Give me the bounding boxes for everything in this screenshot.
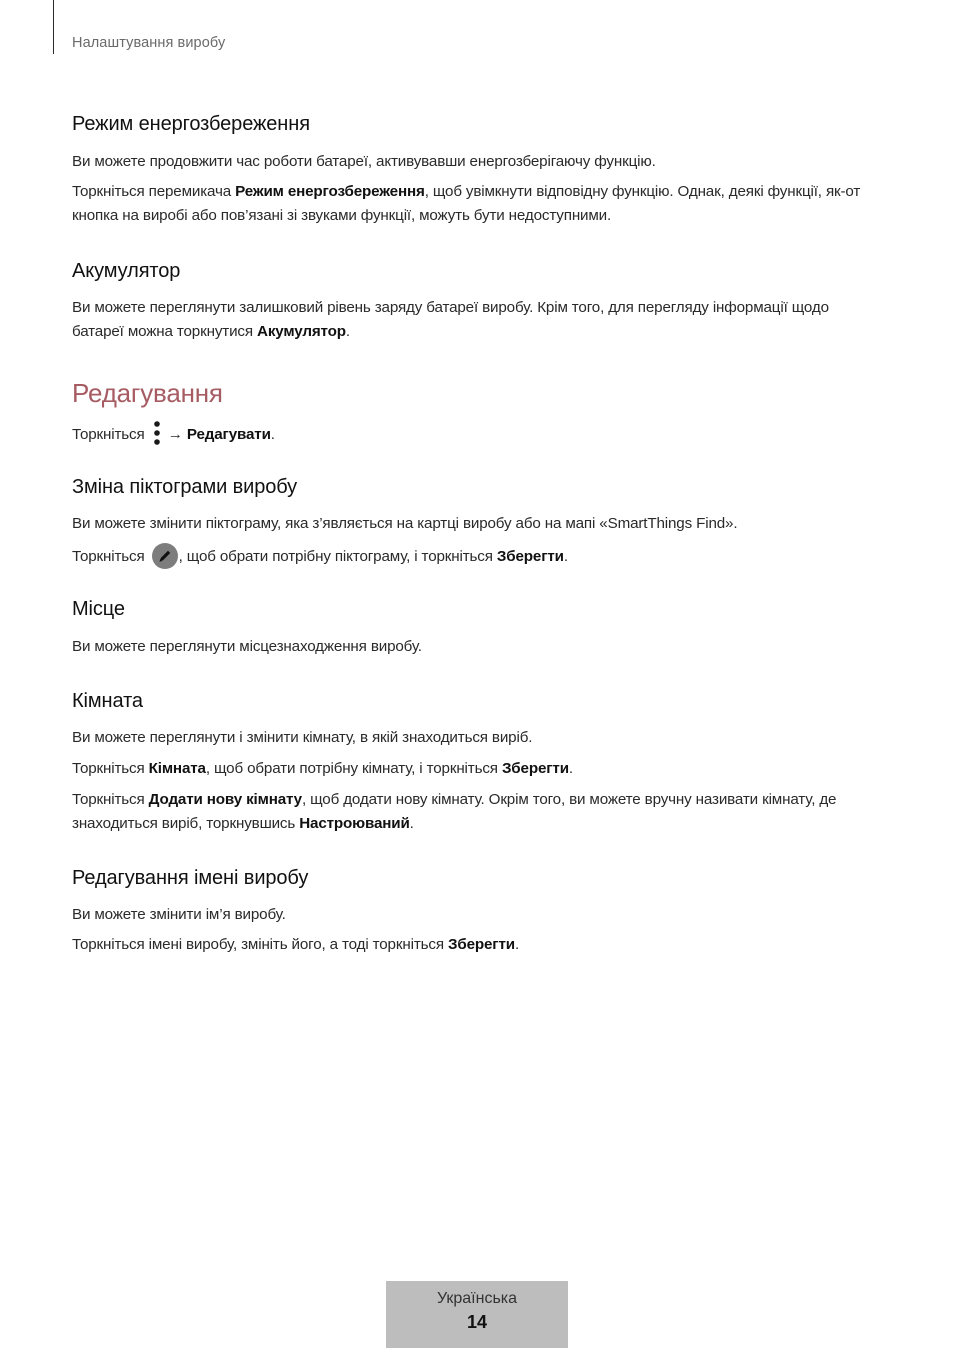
text-run: . [345,323,350,340]
editing-instruction [72,420,882,447]
footer-language: Українська [436,1290,518,1307]
text-run: , щоб обрати потрібну піктограму, і торкніться [178,548,497,565]
text-run: . [270,426,275,443]
rename-paragraph-1: Ви можете змінити ім’я виробу. [72,906,286,923]
editing-section-heading: Редагування [72,378,223,408]
running-header: Налаштування виробу [72,35,226,51]
text-run: , щоб обрати потрібну кімнату, і торкніться [205,760,502,777]
arrow-text: → [163,426,187,443]
room-paragraph-2 [72,757,882,781]
ui-term-save: Зберегти [447,936,515,953]
text-run: Торкніться імені виробу, змініть його, а тоді торкніться [72,936,448,953]
location-paragraph: Ви можете переглянути місцезнаходження виробу. [72,638,422,655]
power-saving-heading: Режим енергозбереження [72,113,310,135]
text-run: . [568,760,573,777]
ui-term-power-saving: Режим енергозбереження [235,183,425,200]
pencil-icon [152,543,178,569]
change-icon-paragraph-2 [72,543,882,569]
text-run: , щоб увімкнути відповідну функцію. Однак, деякі функції, як-от кнопка на виробі або пов’язані зі звуками функції, можуть бути недоступними. [72,183,861,224]
ui-term-battery: Акумулятор [257,323,346,340]
ui-term-custom: Настроюваний [299,815,410,832]
page-footer [386,1281,568,1348]
text-run: Торкніться [72,548,149,565]
text-run: . [514,936,520,953]
ui-term-save: Зберегти [501,760,569,777]
power-saving-paragraph-2 [72,180,882,228]
text-run: . [563,548,568,565]
battery-heading: Акумулятор [72,260,181,282]
text-run: Торкніться [72,760,149,777]
text-run: Торкніться перемикача [72,183,236,200]
text-run: Ви можете переглянути залишковий рівень заряду батареї виробу. Крім того, для перегляду інформації щодо батареї можна торкнутися [72,299,829,340]
text-run: Торкніться [72,791,149,808]
room-paragraph-3 [72,788,882,836]
rename-paragraph-2 [72,933,882,957]
change-icon-paragraph-1: Ви можете змінити піктограму, яка з’являється на картці виробу або на мапі «SmartThings Find». [72,515,738,532]
room-heading: Кімната [72,690,143,712]
ui-term-save: Зберегти [496,548,564,565]
location-heading: Місце [72,598,125,620]
power-saving-paragraph-1: Ви можете продовжити час роботи батареї, активувавши енергозберігаючу функцію. [72,153,656,170]
ui-term-room: Кімната [148,760,206,777]
text-run: , щоб додати нову кімнату. Окрім того, ви можете вручну називати кімнату, де знаходиться виріб, торкнувшись [72,791,837,832]
more-options-icon [152,420,162,446]
room-paragraph-1: Ви можете переглянути і змінити кімнату, в якій знаходиться виріб. [72,729,533,746]
ui-term-edit: Редагувати [186,426,271,443]
rename-heading: Редагування імені виробу [72,867,309,889]
text-run: Торкніться [72,426,149,443]
page-number: 14 [466,1312,488,1332]
page-side-rule [53,0,54,54]
ui-term-add-new-room: Додати нову кімнату [148,791,302,808]
battery-paragraph [72,296,882,344]
change-icon-heading: Зміна піктограми виробу [72,476,298,498]
text-run: . [409,815,414,832]
